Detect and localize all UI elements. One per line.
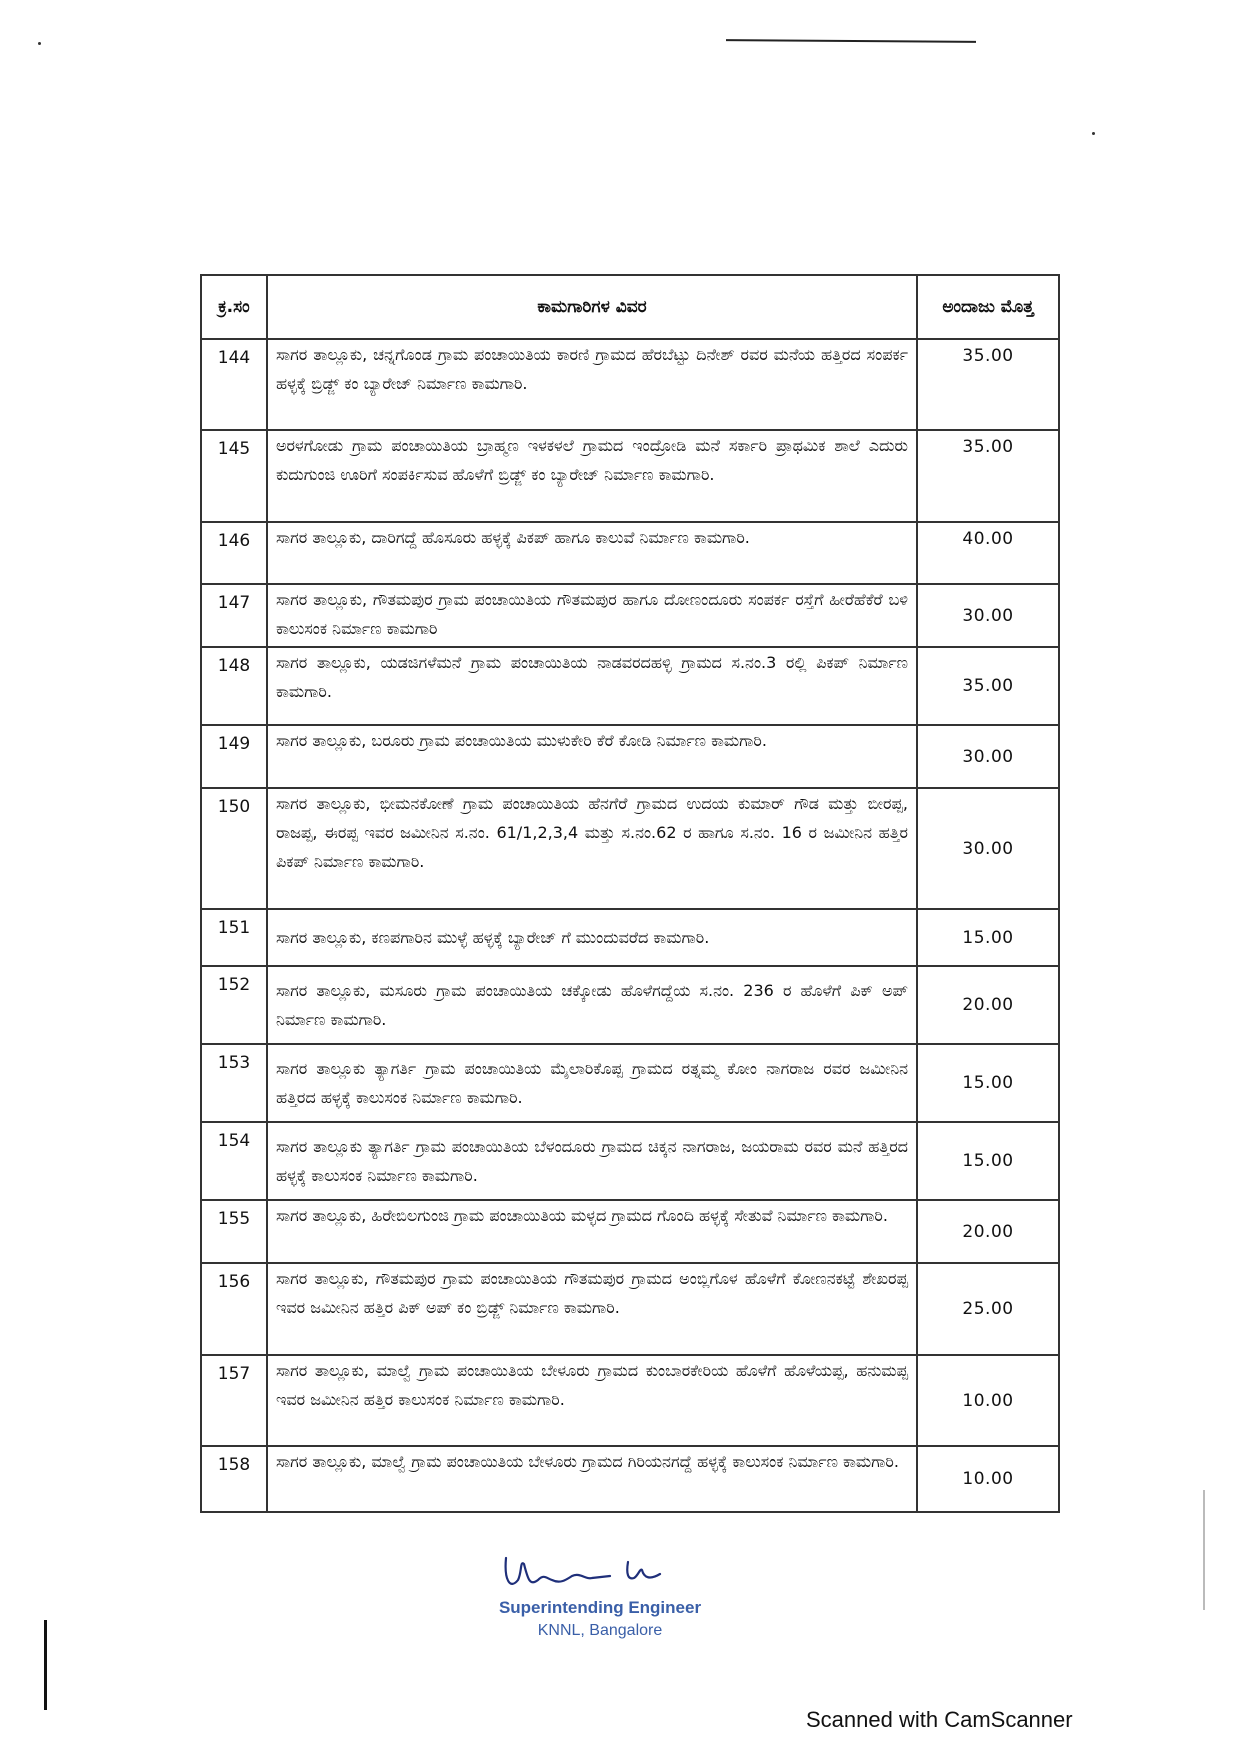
row-amount: 30.00 (917, 725, 1059, 788)
table-row (201, 522, 1059, 584)
row-description: ಸಾಗರ ತಾಲ್ಲೂಕು, ಗೌತಮಪುರ ಗ್ರಾಮ ಪಂಚಾಯಿತಿಯ ಗೌತಮಪುರ ಗ್ರಾಮದ ಅಂಬ್ಲಿಗೊಳ ಹೊಳೆಗೆ ಕೋಣನಕಟ್ಟೆ ಶೇಖರಪ್ಪ ಇವರ ಜಮೀನಿನ ಹತ್ತಿರ ಪಿಕ್ ಅಪ್ ಕಂ ಬ್ರಿಡ್ಜ್ ನಿರ್ಮಾಣ ಕಾಮಗಾರಿ. (267, 1263, 917, 1355)
row-sl: 145 (201, 430, 267, 522)
table-row (201, 725, 1059, 788)
row-amount: 30.00 (917, 584, 1059, 647)
row-amount: 30.00 (917, 788, 1059, 909)
row-sl: 158 (201, 1446, 267, 1512)
table-row (201, 1355, 1059, 1446)
table-row (201, 1446, 1059, 1512)
row-description: ಸಾಗರ ತಾಲ್ಲೂಕು, ಮಾಲ್ವೆ ಗ್ರಾಮ ಪಂಚಾಯಿತಿಯ ಬೇಳೂರು ಗ್ರಾಮದ ಕುಂಬಾರಕೇರಿಯ ಹೊಳೆಗೆ ಹೊಳೆಯಪ್ಪ, ಹನುಮಪ್ಪ ಇವರ ಜಮೀನಿನ ಹತ್ತಿರ ಕಾಲುಸಂಕ ನಿರ್ಮಾಣ ಕಾಮಗಾರಿ. (267, 1355, 917, 1446)
table-row (201, 1044, 1059, 1122)
row-amount: 25.00 (917, 1263, 1059, 1355)
row-amount: 20.00 (917, 966, 1059, 1044)
table-row (201, 1122, 1059, 1200)
row-amount: 15.00 (917, 909, 1059, 966)
row-sl: 146 (201, 522, 267, 584)
row-amount: 15.00 (917, 1122, 1059, 1200)
row-sl: 149 (201, 725, 267, 788)
scanner-watermark: Scanned with CamScanner (806, 1707, 1073, 1732)
row-sl: 154 (201, 1122, 267, 1200)
row-amount: 10.00 (917, 1446, 1059, 1512)
row-sl: 144 (201, 339, 267, 430)
row-amount: 35.00 (917, 339, 1059, 430)
row-description: ಸಾಗರ ತಾಲ್ಲೂಕು, ಬರೂರು ಗ್ರಾಮ ಪಂಚಾಯಿತಿಯ ಮುಳುಕೇರಿ ಕೆರೆ ಕೋಡಿ ನಿರ್ಮಾಣ ಕಾಮಗಾರಿ. (267, 725, 917, 788)
row-amount: 40.00 (917, 522, 1059, 584)
table-row (201, 430, 1059, 522)
stamp-designation: Superintending Engineer (498, 1598, 702, 1617)
row-sl: 151 (201, 909, 267, 966)
row-description: ಸಾಗರ ತಾಲ್ಲೂಕು ತ್ಯಾಗರ್ತಿ ಗ್ರಾಮ ಪಂಚಾಯಿತಿಯ ಬೆಳಂದೂರು ಗ್ರಾಮದ ಚಿಕ್ಕನ ನಾಗರಾಜ, ಜಯರಾಮ ರವರ ಮನೆ ಹತ್ತಿರದ ಹಳ್ಳಕ್ಕೆ ಕಾಲುಸಂಕ ನಿರ್ಮಾಣ ಕಾಮಗಾರಿ. (267, 1122, 917, 1200)
works-table (200, 274, 1060, 1513)
table-row (201, 788, 1059, 909)
row-amount: 15.00 (917, 1044, 1059, 1122)
table-row (201, 909, 1059, 966)
row-description: ಸಾಗರ ತಾಲ್ಲೂಕು, ಯಡಜಿಗಳೆಮನೆ ಗ್ರಾಮ ಪಂಚಾಯಿತಿಯ ನಾಡವರದಹಳ್ಳಿ ಗ್ರಾಮದ ಸ.ನಂ.3 ರಲ್ಲಿ ಪಿಕಪ್ ನಿರ್ಮಾಣ ಕಾಮಗಾರಿ. (267, 647, 917, 725)
row-amount: 10.00 (917, 1355, 1059, 1446)
scan-artifact-dot (1092, 132, 1095, 135)
row-description: ಸಾಗರ ತಾಲ್ಲೂಕು, ಗೌತಮಪುರ ಗ್ರಾಮ ಪಂಚಾಯಿತಿಯ ಗೌತಮಪುರ ಹಾಗೂ ದೋಣಂದೂರು ಸಂಪರ್ಕ ರಸ್ತೆಗೆ ಹೀರೆಹೆಕೆರೆ ಬಳಿ ಕಾಲುಸಂಕ ನಿರ್ಮಾಣ ಕಾಮಗಾರಿ (267, 584, 917, 647)
row-description: ಅರಳಗೋಡು ಗ್ರಾಮ ಪಂಚಾಯಿತಿಯ ಬ್ರಾಹ್ಮಣ ಇಳಕಳಲೆ ಗ್ರಾಮದ ಇಂದ್ರೋಡಿ ಮನೆ ಸರ್ಕಾರಿ ಪ್ರಾಥಮಿಕ ಶಾಲೆ ಎದುರು ಕುದುಗುಂಜಿ ಊರಿಗೆ ಸಂಪರ್ಕಿಸುವ ಹೊಳೆಗೆ ಬ್ರಿಡ್ಜ್ ಕಂ ಬ್ಯಾರೇಜ್ ನಿರ್ಮಾಣ ಕಾಮಗಾರಿ. (267, 430, 917, 522)
row-sl: 155 (201, 1200, 267, 1263)
table-row (201, 966, 1059, 1044)
table-row (201, 584, 1059, 647)
table-row (201, 339, 1059, 430)
header-amount: ಅಂದಾಜು ಮೊತ್ತ (917, 275, 1059, 339)
row-sl: 147 (201, 584, 267, 647)
row-sl: 156 (201, 1263, 267, 1355)
scan-edge-left (44, 1620, 47, 1710)
row-description: ಸಾಗರ ತಾಲ್ಲೂಕು, ಚನ್ನಗೊಂಡ ಗ್ರಾಮ ಪಂಚಾಯಿತಿಯ ಕಾರಣಿ ಗ್ರಾಮದ ಹೆರಬೆಟ್ಟು ದಿನೇಶ್ ರವರ ಮನೆಯ ಹತ್ತಿರದ ಸಂಪರ್ಕ ಹಳ್ಳಕ್ಕೆ ಬ್ರಿಡ್ಜ್ ಕಂ ಬ್ಯಾರೇಜ್ ನಿರ್ಮಾಣ ಕಾಮಗಾರಿ. (267, 339, 917, 430)
header-sl-no: ಕ್ರ.ಸಂ (201, 275, 267, 339)
row-amount: 20.00 (917, 1200, 1059, 1263)
row-sl: 157 (201, 1355, 267, 1446)
table-row (201, 1200, 1059, 1263)
scan-artifact-dot (38, 42, 41, 45)
row-description: ಸಾಗರ ತಾಲ್ಲೂಕು, ಭೀಮನಕೋಣೆ ಗ್ರಾಮ ಪಂಚಾಯಿತಿಯ ಹೆನಗೆರೆ ಗ್ರಾಮದ ಉದಯ ಕುಮಾರ್ ಗೌಡ ಮತ್ತು ಬೀರಪ್ಪ, ರಾಜಪ್ಪ, ಈರಪ್ಪ ಇವರ ಜಮೀನಿನ ಸ.ನಂ. 61/1,2,3,4 ಮತ್ತು ಸ.ನಂ.62 ರ ಹಾಗೂ ಸ.ನಂ. 16 ರ ಜಮೀನಿನ ಹತ್ತಿರ ಪಿಕಪ್ ನಿರ್ಮಾಣ ಕಾಮಗಾರಿ. (267, 788, 917, 909)
row-description: ಸಾಗರ ತಾಲ್ಲೂಕು, ಕಣಪಗಾರಿನ ಮುಳ್ಳೆ ಹಳ್ಳಕ್ಕೆ ಬ್ಯಾರೇಜ್ ಗೆ ಮುಂದುವರೆದ ಕಾಮಗಾರಿ. (267, 909, 917, 966)
table-row (201, 647, 1059, 725)
stamp-organization: KNNL, Bangalore (537, 1622, 663, 1639)
handwritten-signature (500, 1550, 700, 1595)
row-sl: 150 (201, 788, 267, 909)
row-description: ಸಾಗರ ತಾಲ್ಲೂಕು, ಹಿರೇಬಿಲಗುಂಜಿ ಗ್ರಾಮ ಪಂಚಾಯಿತಿಯ ಮಳ್ಳದ ಗ್ರಾಮದ ಗೊಂದಿ ಹಳ್ಳಕ್ಕೆ ಸೇತುವೆ ನಿರ್ಮಾಣ ಕಾಮಗಾರಿ. (267, 1200, 917, 1263)
row-amount: 35.00 (917, 430, 1059, 522)
row-description: ಸಾಗರ ತಾಲ್ಲೂಕು, ಮಾಲ್ವೆ ಗ್ರಾಮ ಪಂಚಾಯಿತಿಯ ಬೇಳೂರು ಗ್ರಾಮದ ಗಿರಿಯನಗದ್ದೆ ಹಳ್ಳಕ್ಕೆ ಕಾಲುಸಂಕ ನಿರ್ಮಾಣ ಕಾಮಗಾರಿ. (267, 1446, 917, 1512)
row-description: ಸಾಗರ ತಾಲ್ಲೂಕು, ದಾರಿಗದ್ದೆ ಹೊಸೂರು ಹಳ್ಳಕ್ಕೆ ಪಿಕಪ್ ಹಾಗೂ ಕಾಲುವೆ ನಿರ್ಮಾಣ ಕಾಮಗಾರಿ. (267, 522, 917, 584)
row-description: ಸಾಗರ ತಾಲ್ಲೂಕು, ಮಸೂರು ಗ್ರಾಮ ಪಂಚಾಯಿತಿಯ ಚಕ್ಕೋಡು ಹೊಳೆಗದ್ದೆಯ ಸ.ನಂ. 236 ರ ಹೊಳೆಗೆ ಪಿಕ್ ಅಪ್ ನಿರ್ಮಾಣ ಕಾಮಗಾರಿ. (267, 966, 917, 1044)
header-description: ಕಾಮಗಾರಿಗಳ ವಿವರ (267, 275, 917, 339)
row-sl: 153 (201, 1044, 267, 1122)
row-description: ಸಾಗರ ತಾಲ್ಲೂಕು ತ್ಯಾಗರ್ತಿ ಗ್ರಾಮ ಪಂಚಾಯಿತಿಯ ಮೈಲಾರಿಕೊಪ್ಪ ಗ್ರಾಮದ ರತ್ನಮ್ಮ ಕೋಂ ನಾಗರಾಜ ರವರ ಜಮೀನಿನ ಹತ್ತಿರದ ಹಳ್ಳಕ್ಕೆ ಕಾಲುಸಂಕ ನಿರ್ಮಾಣ ಕಾಮಗಾರಿ. (267, 1044, 917, 1122)
table-row (201, 1263, 1059, 1355)
table-header-row (201, 275, 1059, 339)
row-sl: 152 (201, 966, 267, 1044)
scan-edge-right (1203, 1490, 1205, 1610)
row-sl: 148 (201, 647, 267, 725)
row-amount: 35.00 (917, 647, 1059, 725)
scan-artifact-line (726, 39, 976, 43)
